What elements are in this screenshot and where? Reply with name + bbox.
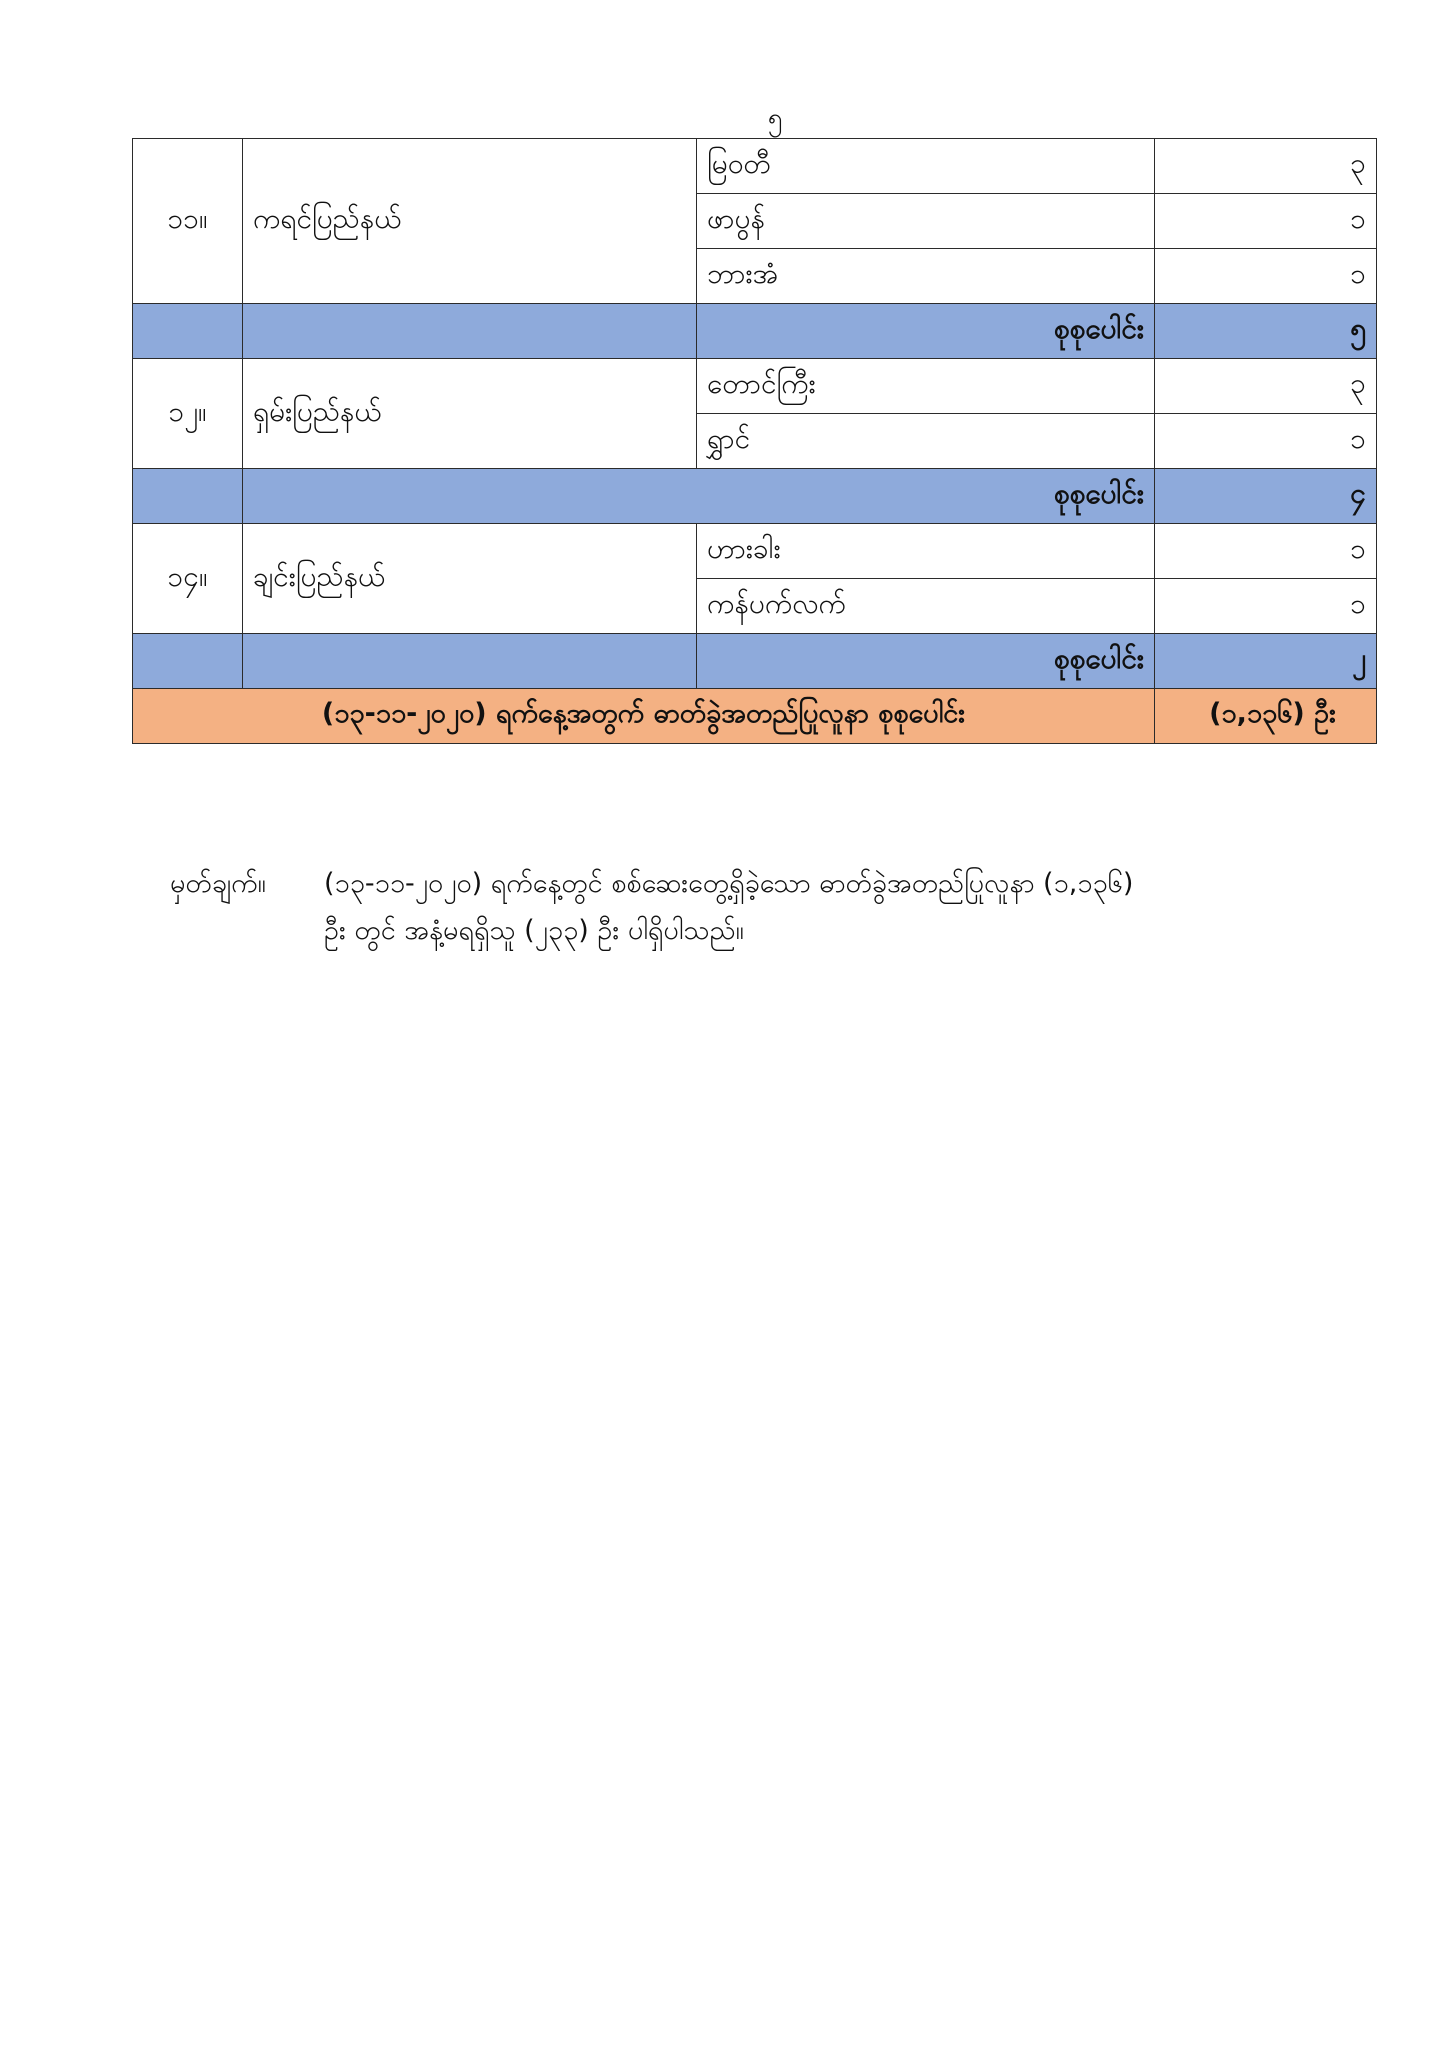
table-row [133,524,1377,579]
case-count: ၁ [1155,414,1377,469]
page-number: ၅ [767,103,783,133]
note-text-1: (၁၃-၁၁-၂၀၂၀) ရက်နေ့တွင် စစ်ဆေးတွေ့ရှိခဲ့သော ဓာတ်ခွဲအတည်ပြုလူနာ (၁,၁၃၆) [324,868,1134,899]
table-row [133,139,1377,194]
township-name: တောင်ကြီး [697,359,1155,414]
case-count: ၃ [1155,139,1377,194]
subtotal-row [133,469,1377,524]
township-name: ဘားအံ [697,249,1155,304]
case-count: ၁ [1155,249,1377,304]
note-label: မှတ်ချက်။ [170,868,266,899]
subtotal-row [133,304,1377,359]
state-name: ကရင်ပြည်နယ် [243,139,697,304]
grand-total-row [133,689,1377,744]
case-count: ၁ [1155,524,1377,579]
township-name: ဟားခါး [697,524,1155,579]
state-number: ၁၂။ [133,359,243,469]
township-name: ရွှာင် [697,414,1155,469]
grand-total-value: (၁,၁၃၆) ဦး [1155,689,1377,744]
subtotal-row [133,634,1377,689]
state-number: ၁၁။ [133,139,243,304]
subtotal-value: ၅ [1155,304,1377,359]
subtotal-label: စုစုပေါင်း [697,634,1155,689]
subtotal-label: စုစုပေါင်း [243,469,1155,524]
township-name: ဖာပွန် [697,194,1155,249]
note-line-1 [170,860,1390,907]
state-name: ချင်းပြည်နယ် [243,524,697,634]
case-count: ၁ [1155,579,1377,634]
case-count: ၁ [1155,194,1377,249]
township-name: မြဝတီ [697,139,1155,194]
state-name: ရှမ်းပြည်နယ် [243,359,697,469]
covid-cases-table [132,138,1377,744]
subtotal-value: ၄ [1155,469,1377,524]
table-row [133,359,1377,414]
township-name: ကန်ပက်လက် [697,579,1155,634]
note-text-2: ဦး တွင် အနံ့မရရှိသူ (၂၃၃) ဦး ပါရှိပါသည်။ [324,915,744,947]
subtotal-label: စုစုပေါင်း [697,304,1155,359]
note-paragraph [170,860,1390,955]
grand-total-label: (၁၃-၁၁-၂၀၂၀) ရက်နေ့အတွက် ဓာတ်ခွဲအတည်ပြုလူနာ စုစုပေါင်း [133,689,1155,744]
case-count: ၃ [1155,359,1377,414]
subtotal-value: ၂ [1155,634,1377,689]
state-number: ၁၄။ [133,524,243,634]
